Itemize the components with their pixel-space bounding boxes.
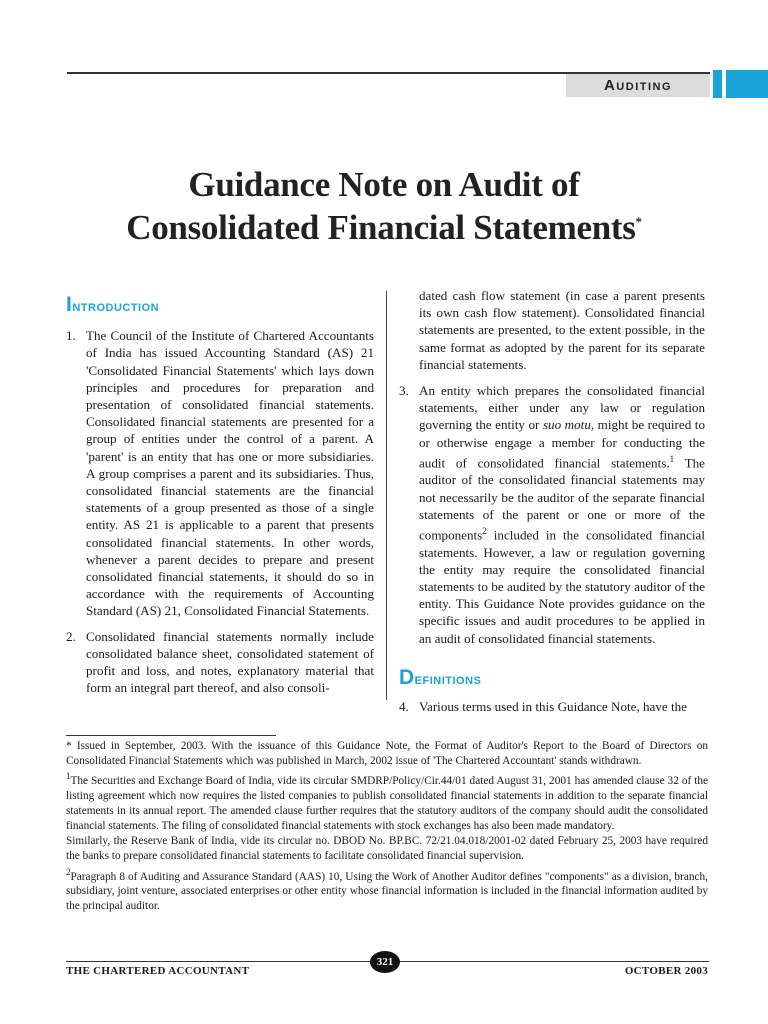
accent-block xyxy=(726,70,768,98)
paragraph-text: The Council of the Institute of Chartered Accountants of India has issued Accounting Standard (AS) 21 'Consolidated Financial Statements' which lays down principles and procedures for preparation and presentation of consolidated financial statements. Consolidated financial statements are presented for a group of entities under the control of a parent. A 'parent' is an entity that has one or more subsidiaries. A group comprises a parent and its subsidiaries. Thus, consolidated financial statements are the financial statements of a group presented as those of a single entity. AS 21 is applicable to a parent that presents consolidated financial statements. In other words, whenever a parent decides to prepare and present consolidated financial statements, it should do so in accordance with the requirements of Accounting Standard (AS) 21, Consolidated Financial Statements. xyxy=(86,328,374,619)
footnote-ref-1: 1 xyxy=(669,453,675,464)
paragraph-1 xyxy=(66,327,374,619)
issue-date: OCTOBER 2003 xyxy=(624,965,708,977)
footnotes xyxy=(66,739,708,915)
column-divider xyxy=(386,291,387,700)
paragraph-number: 4. xyxy=(399,698,409,714)
paragraph-number: 1. xyxy=(66,328,76,344)
paragraph-text: Consolidated financial statements normally include consolidated balance sheet, consolidated statement of profit and loss, and notes, explanatory material that form an integral part thereof, and also consoli- xyxy=(86,628,374,696)
footnote-1-continued: Similarly, the Reserve Bank of India, vide its circular no. DBOD No. BP.BC. 72/21.04.018/2001-02 dated February 25, 2003 have required the banks to prepare consolidated financial statements to facilitate consolidated financial supervision. xyxy=(66,835,708,863)
footnote-ref-2: 2 xyxy=(482,526,487,536)
page-number: 321 xyxy=(370,951,400,973)
paragraph-text: An entity which prepares the consolidated financial statements, either under any law or regulation governing the entity or suo motu, might be required to or otherwise engage a member for conducting the audit of consolidated financial statements.$^1$ The auditor of the consolidated financial statements may not necessarily be the auditor of the separate financial statements of the parent or one or more of the components$^2$ included in the consolidated financial statements. However, a law or regulation governing the entity may require the consolidated financial statements to be audited by the statutory auditor of the entity. This Guidance Note provides guidance on the specific issues and audit procedures to be applied in an audit of consolidated financial statements. xyxy=(419,383,705,646)
left-column xyxy=(66,293,374,704)
footnote-1: $^1$The Securities and Exchange Board of India, vide its circular SMDRP/Policy/Cir.44/01 dated August 31, 2001 has amended clause 32 of the listing agreement which now requires the listed companies to publish consolidated financial statements in addition to the separate financial statements in its annual report. The amended clause further requires that the statutory auditors of the company should audit the consolidated financial statements. The filing of consolidated financial statements with stock exchanges has also been made mandatory. xyxy=(66,771,708,833)
footnote-star: * Issued in September, 2003. With the issuance of this Guidance Note, the Format of Auditor's Report to the Board of Directors on Consolidated Financial Statements which was published in March, 2002 issue of 'The Chartered Accountant' stands withdrawn. xyxy=(66,740,708,768)
introduction-heading: Introduction xyxy=(66,293,160,316)
accent-bar xyxy=(713,70,722,98)
definitions-heading: Definitions xyxy=(399,665,482,689)
right-column xyxy=(399,287,705,723)
paragraph-2-continued: dated cash flow statement (in case a parent presents its own cash flow statement). Consolidated financial statements are presented, to the extent possible, in the same format as adopted by the parent for its separate financial statements. xyxy=(419,288,705,372)
paragraph-3 xyxy=(399,382,705,647)
paragraph-text: Various terms used in this Guidance Note, have the xyxy=(419,698,687,714)
paragraph-4 xyxy=(399,698,705,715)
section-label: Auditing xyxy=(566,74,710,97)
footnote-rule xyxy=(66,735,276,736)
footnote-2: $^2$Paragraph 8 of Auditing and Assurance Standard (AAS) 10, Using the Work of Another Auditor defines "components" as a division, branch, subsidiary, joint venture, associated enterprises or other entity whose financial information is included in the financial information audited by the principal auditor. xyxy=(66,866,708,913)
paragraph-number: 3. xyxy=(399,383,409,399)
title-line-1: Guidance Note on Audit of xyxy=(188,165,580,204)
title-line-2: Consolidated Financial Statements* xyxy=(126,208,642,247)
paragraph-number: 2. xyxy=(66,628,76,644)
paragraph-2 xyxy=(66,628,374,697)
title-footnote-marker: * xyxy=(635,214,642,229)
journal-name: THE CHARTERED ACCOUNTANT xyxy=(66,965,250,977)
